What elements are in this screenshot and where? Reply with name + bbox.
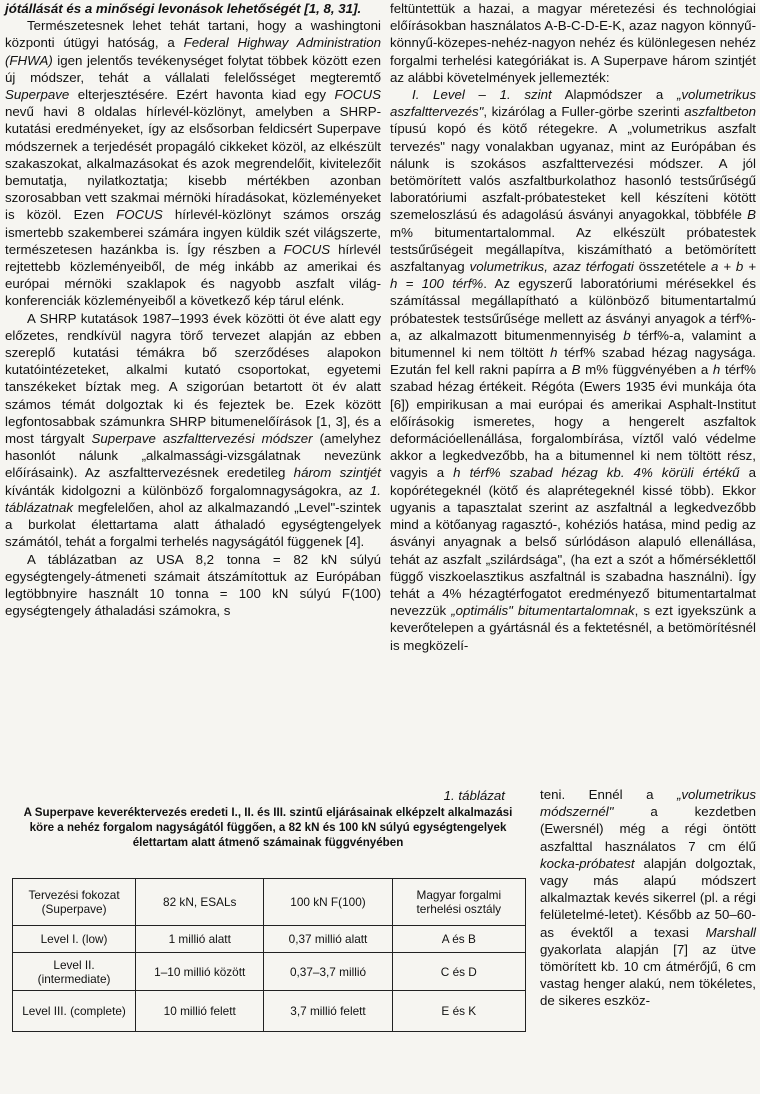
emphasis-run: Marshall [705, 924, 756, 940]
table-caption: A Superpave keveréktervezés eredeti I., II. és III. szintű eljárásainak elképzelt alkalmazási köre a nehéz forgalom nagyságától függően, a 82 kN és 100 kN súlyú egységtengelyek élettartam alatt átmenő számainak függvényében [23, 806, 513, 850]
text-run: összetétele [633, 259, 711, 275]
text-run: , kizárólag a Fuller-görbe szerinti [483, 104, 685, 120]
emphasis-run: FOCUS [116, 207, 163, 223]
emphasis-run: h térf% szabad hézag kb. 4% körüli értékű [453, 465, 740, 481]
emphasis-run: volumetrikus, azaz térfogati [469, 259, 634, 275]
paragraph-table-note: A táblázatban az USA 8,2 tonna = 82 kN súlyú egységtengely-átmeneti számait átszámítottuk az Európában legtöbbnyire használt 10 tonna = 100 kN súlyú F(100) egységtengely áthaladási számokra, s [5, 551, 381, 619]
text-run: típusú kopó és kötő rétegekre. A „volumetrikus aszfalt tervezés" nagy vonalakban ugyanaz, mint az Európában és nálunk is szokásos aszfalttervezési módszer. A jól betömörített valós aszfaltburkolathoz hasonló testsűrűségű laboratóriumi aszfalt-próbatesteket kell készíteni kötött szemeloszlású és adagolású ásványi anyagokkal, többféle [390, 121, 756, 223]
table-block [5, 788, 531, 1018]
table-cell: 3,7 millió felett [264, 991, 392, 1032]
table-cell: 1 millió alatt [136, 926, 264, 953]
table-row [13, 953, 526, 991]
text-run: a kezdetben (Ewersnél) még a régi öntött aszfalttal használatos 7 cm élű [540, 804, 756, 854]
paragraph-level-one [390, 86, 756, 654]
text-run: m% függvényében a [580, 362, 713, 378]
paragraph-categories: feltüntettük a hazai, a magyar méretezési és technológiai előírásokban használatos A-B-C-D-E-K, azaz nagyon könnyű-könnyű-közepes-nehéz-nagyon nehéz és különlegesen nehéz forgalmi terhelési kategóriákat is. A Superpave három szintjét az alábbi követelmények jellemezték: [390, 1, 756, 85]
emphasis-run: h [712, 362, 721, 378]
text-run: nevű havi 8 oldalas hírlevél-közlönyt, amelyben a SHRP-kutatási eredményeket, így az elsősorban feldicsért Superpave módszernek a terjedését propagáló cikkeket közöl, az elkészült szakaszokat, alkalmazásokat és azok megrendelőit, kivitelezőit bemutatja, nyilatkoztatja; kisebb mértékben azonban szorosabban vett szakmai mérnöki híradásokat, közleményeket is közöl. Ezen [5, 104, 381, 223]
table-row [13, 926, 526, 953]
emphasis-run: FOCUS [283, 241, 331, 257]
table-cell: C és D [392, 953, 525, 991]
text-run: elterjesztésére. Ezért havonta kiad egy [69, 87, 335, 103]
text-run: kívánták kidolgozni a különböző forgalomnagyságokra, az [5, 482, 370, 498]
table-header-cell: Tervezési fokozat (Superpave) [13, 879, 136, 926]
table-cell: 0,37 millió alatt [264, 926, 392, 953]
text-run: térf%-a, valamint a bitumennel ki nem töltött [390, 327, 756, 361]
emphasis-run: B [747, 207, 756, 223]
table-cell: 10 millió felett [136, 991, 264, 1032]
emphasis-run: h [550, 345, 558, 361]
table-header-cell: 100 kN F(100) [264, 879, 392, 926]
text-run: , s ezt igyekszünk a keverőtelepen a gyártásnál és a fektetésnél, a betömörítésnél is megközelí- [390, 603, 756, 653]
data-table [12, 878, 526, 1032]
right-column-lower [540, 786, 756, 1010]
table-cell: E és K [392, 991, 525, 1032]
text-run: gyakorlata alapján [7] az ütve tömörített kb. 10 cm átmérőjű, 6 cm vastag henger alakú, nem tökéletes, de sikeres eszköz- [540, 941, 756, 1009]
text-run: megfelelően, ahol az alkalmazandó „Level"-szintek a burkolat élettartama alatt áthaladó egységtengelyek számától, tehát a forgalmi terhelés nagyságától függenek [4]. [5, 499, 381, 550]
paragraph-marshall [540, 786, 756, 1010]
table-header-cell: Magyar forgalmi terhelési osztály [392, 879, 525, 926]
emphasis-run: kocka-próbatest [540, 855, 635, 871]
emphasis-run: „optimális" bitumentartalomnak [451, 603, 635, 619]
paragraph-shrp [5, 310, 381, 551]
text-run: A SHRP kutatások 1987–1993 évek közötti öt éve alatt egy előzetes, rendkívül nagyra törő tervezet alapján az ebben szereplő kutatási témákra bő szerződéses alapokon kutatóintézeteket, alkalmi kutató csoportokat, egyetemi tanszékeket bíztak meg. A szigorúan betartott öt év alatt számos témát dolgoztak ki és fejeztek be. Ezek között legfontosabbak számunkra SHRP bitumenelőírások [1, 3], és a most tárgyalt [5, 310, 381, 447]
emphasis-run: FOCUS [334, 87, 381, 103]
text-run: hírlevél-közlönyt számos ország ismertebb szakemberei számára ingyen küldik szét világszerte, természetesen hazánkba is. Így részben a [5, 207, 381, 257]
text-run: térf%-a, az alkalmazott bitumenmennyiség [390, 310, 756, 343]
text-run: alapján dolgoztak, vagy más alapú módszert alkalmaztak kevés sikerrel (pl. a régi felületelmé-letet). Később az 50–60-as évektől a texasi [540, 855, 756, 940]
text-run: térf% szabad hézag értékeit. Régóta (Ewers 1935 évi munkája óta [6]) empirikusan a mai európai és amerikai Asphalt-Institut előírásokig ismeretes, hogy a hengerelt aszfaltok deformációellenállása, forgalombírása, víztől való védelme akkor a legkedvezőbb, ha a bitumennel ki nem töltött rész, vagyis a [390, 362, 756, 481]
table-cell: Level II. (intermediate) [13, 953, 136, 991]
table-cell: 1–10 millió között [136, 953, 264, 991]
emphasis-run: „volumetrikus módszernél" [540, 787, 756, 820]
emphasis-run: I. Level – 1. szint [412, 87, 552, 103]
emphasis-run: „volumetrikus aszfalttervezés" [390, 87, 756, 120]
text-run: hírlevél rejtettebb közleményeiből, de még inkább az amerikai és európai mérnöki szaklapok és nagyobb aszfalt világ-konferenciák közleményeiből a következő kép tárul elénk. [5, 241, 382, 309]
table-cell: 0,37–3,7 millió [264, 953, 392, 991]
table-row [13, 991, 526, 1032]
text-run: Természetesnek lehet tehát tartani, hogy a washingtoni központi útügyi hatóság, a [5, 18, 381, 51]
emphasis-run: a [708, 310, 717, 326]
emphasis-run: b [623, 327, 631, 343]
text-run: teni. Ennél a [540, 787, 677, 802]
emphasis-run: Superpave aszfalttervezési módszer [91, 431, 313, 447]
emphasis-run: aszfaltbeton [684, 104, 756, 120]
emphasis-run: Federal Highway Administration (FHWA) [5, 35, 381, 68]
text-run: a kopórétegeknél (kötő és alaprétegeknél kissé több). Ekkor ugyanis a tapasztalat szerint az aszfaltnál a legkedvezőbb mind a kötőanyag ragasztó-, kohéziós hatása, mind pedig az ásványi anyagnak a belső súrlódáson alapuló ellenállása, tehát az aszfalt „szilárdsága", (ha ezt a szót a hőmérséklettől függő viszkoelasztikus aszfaltnál is szabadna használni). Így tehát a 4% hézagtérfogatot eredményező bitumentartalmat nevezzük [390, 465, 756, 619]
table-number: 1. táblázat [443, 788, 505, 803]
text-run: Alapmódszer a [551, 87, 677, 103]
paragraph-focus [5, 17, 381, 309]
emphasis-run: B [571, 362, 581, 378]
paragraph-opening: jótállását és a minőségi levonások lehetőségét [1, 8, 31]. [5, 1, 362, 16]
table-cell: Level III. (complete) [13, 991, 136, 1032]
text-run: m% bitumentartalommal. Az elkészült próbatestek testsűrűségeit megállapítva, kiszámítható a betömörített aszfaltanyag [390, 224, 756, 275]
text-run: . Az egyszerű laboratóriumi mérésekkel és számítással megállapítható a különböző bitumentartalmú próbatestek testsűrűsége mellett az ásványi anyagok [390, 276, 756, 326]
right-column [390, 0, 756, 654]
table-header-cell: 82 kN, ESALs [136, 879, 264, 926]
table-cell: Level I. (low) [13, 926, 136, 953]
text-run: (amelyhez hasonlót nálunk „alkalmassági-vizsgálatnak nevezünk előírásaink). Az aszfalttervezésnek eredetileg [5, 431, 382, 481]
emphasis-run: Superpave [5, 87, 70, 103]
table-header-row [13, 879, 526, 926]
emphasis-run: három szintjét [293, 465, 381, 481]
emphasis-run: a + b + h = 100 térf% [390, 259, 757, 292]
table-cell: A és B [392, 926, 525, 953]
emphasis-run: 1. táblázatnak [5, 482, 381, 515]
left-column [5, 0, 381, 619]
text-run: igen jelentős tevékenységet folytat többek között ezen új módszer, tehát a vállalati felelősséget megteremtő [5, 52, 381, 85]
text-run: térf% szabad hézag nagysága. Ezután fel kell rakni papírra a [390, 345, 756, 378]
